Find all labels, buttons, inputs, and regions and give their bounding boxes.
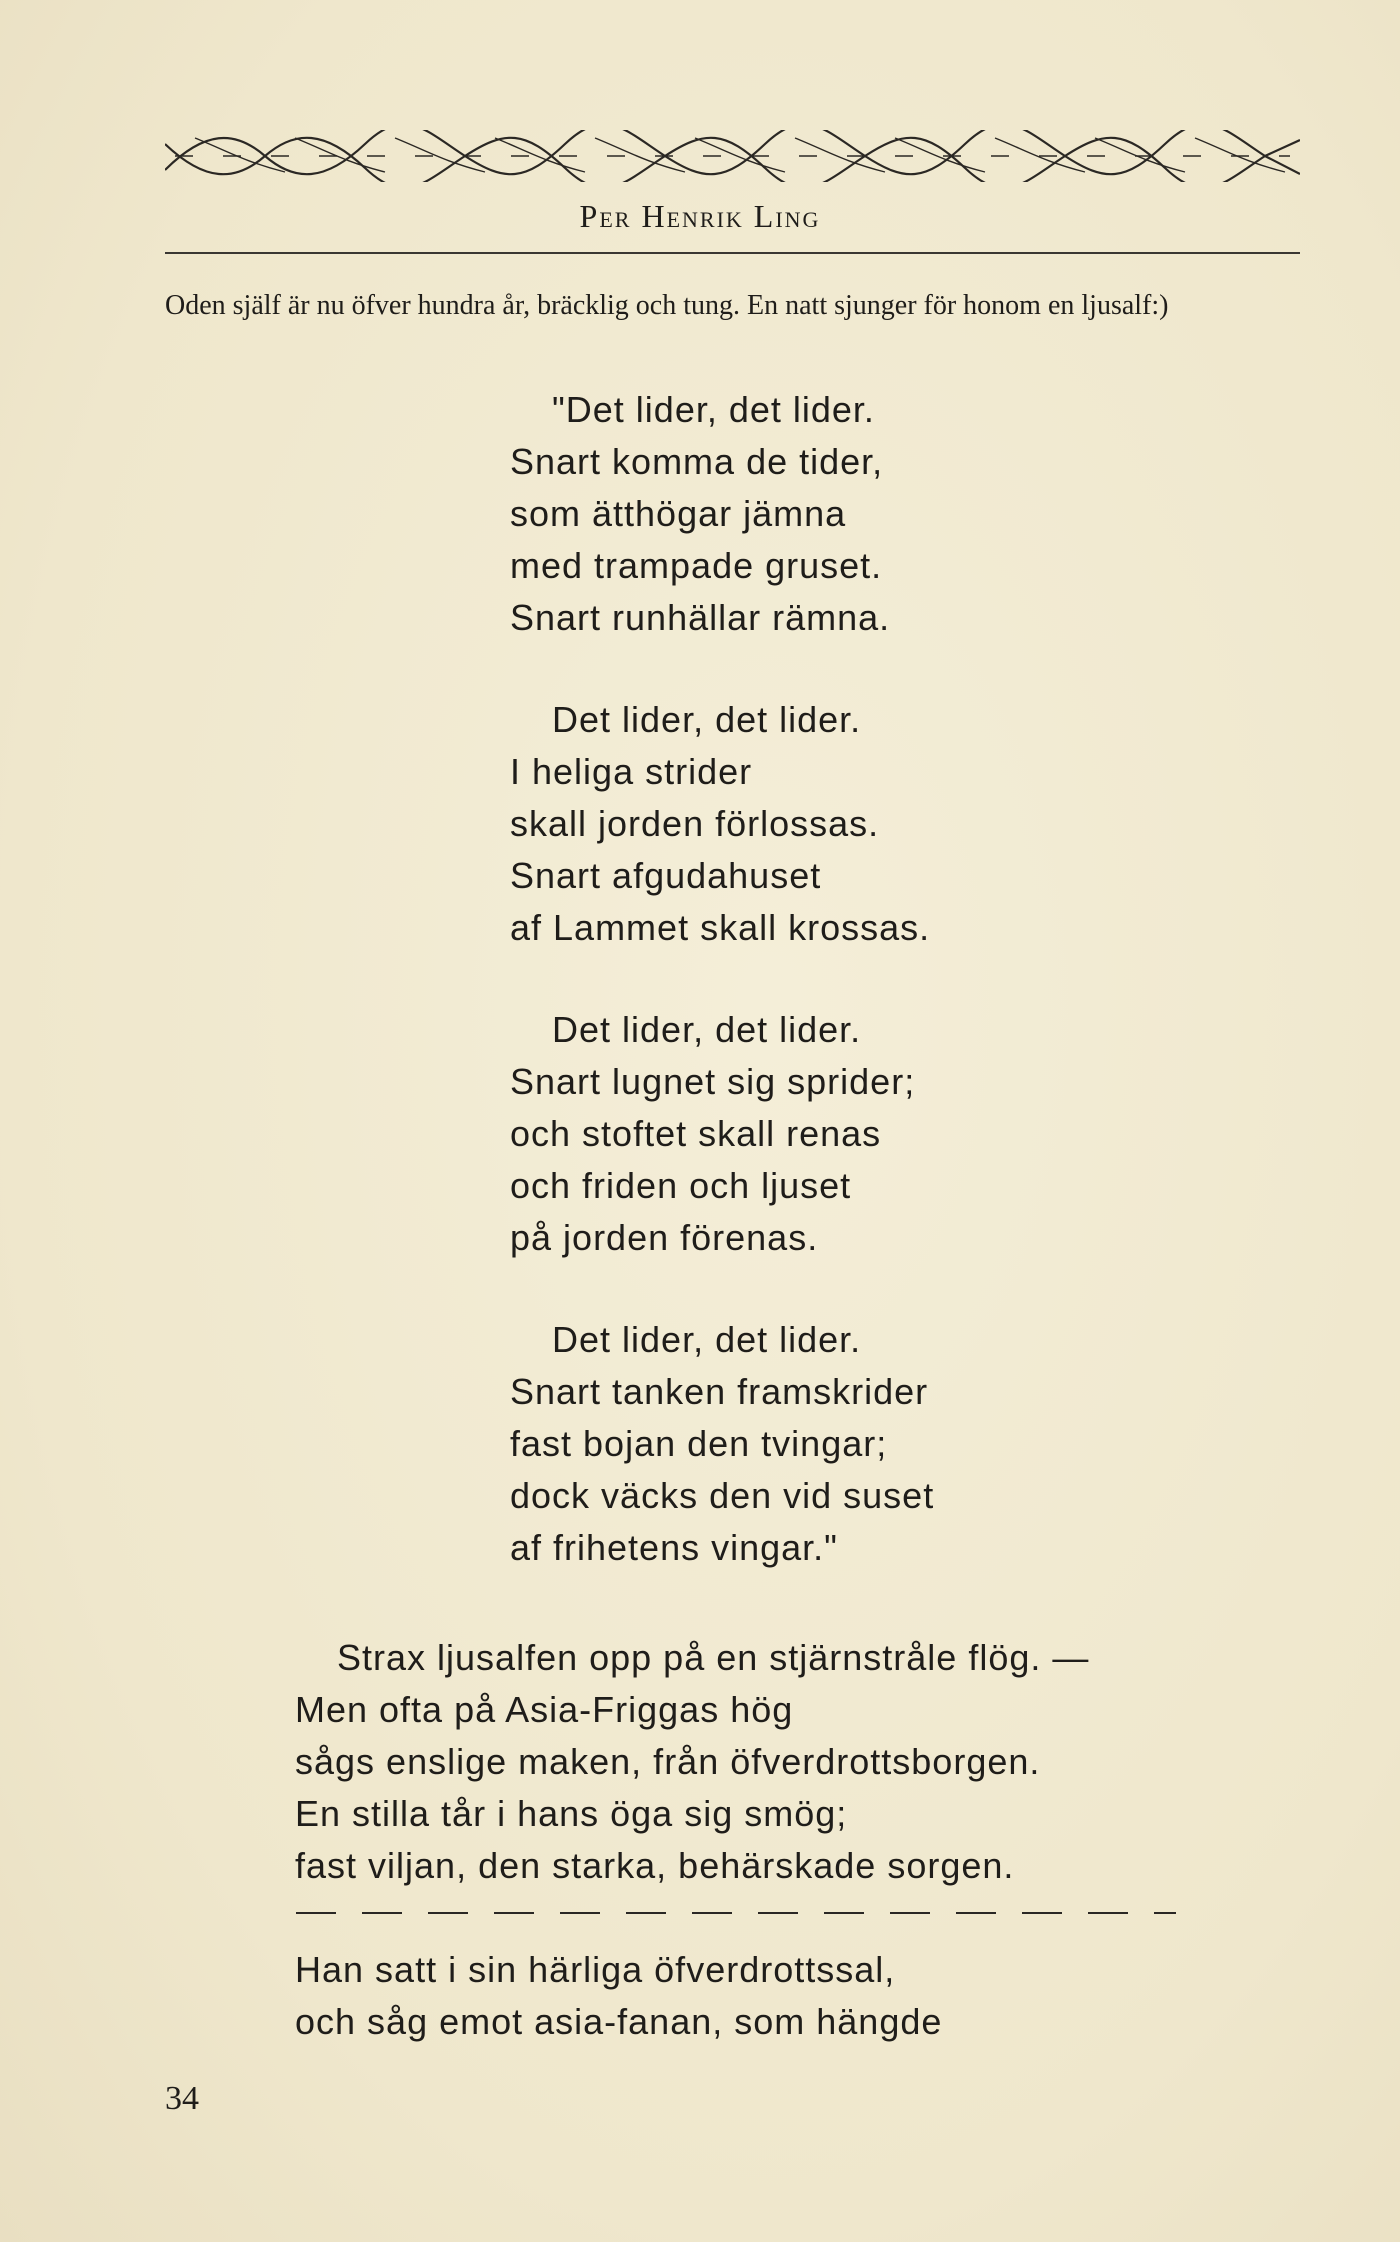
poem-line: Snart lugnet sig sprider; xyxy=(510,1061,916,1102)
poem-line: af frihetens vingar." xyxy=(510,1527,838,1568)
poem-line: Det lider, det lider. xyxy=(552,699,862,740)
stanza-4 xyxy=(510,1314,934,1574)
header-rule xyxy=(165,252,1300,254)
narrative-line: fast viljan, den starka, behärskade sorgen. xyxy=(295,1845,1015,1886)
poem-line: I heliga strider xyxy=(510,751,753,792)
narrative-line: Men ofta på Asia-Friggas hög xyxy=(295,1689,794,1730)
continuation-stanza xyxy=(295,1944,942,2048)
poem-line: af Lammet skall krossas. xyxy=(510,907,931,948)
poem-line: på jorden förenas. xyxy=(510,1217,819,1258)
narrative-line: Strax ljusalfen opp på en stjärnstråle flög. — xyxy=(337,1637,1090,1678)
stanza-3 xyxy=(510,1004,934,1264)
poem xyxy=(510,384,934,1624)
poem-line: med trampade gruset. xyxy=(510,545,883,586)
narrative-line: sågs enslige maken, från öfverdrottsborgen. xyxy=(295,1741,1041,1782)
section-divider xyxy=(296,1912,1176,1914)
poem-line: skall jorden förlossas. xyxy=(510,803,880,844)
poem-line: och stoftet skall renas xyxy=(510,1113,882,1154)
poem-line: Snart afgudahuset xyxy=(510,855,822,896)
stanza-2 xyxy=(510,694,934,954)
interlace-ornament xyxy=(165,130,1300,182)
poem-line: "Det lider, det lider. xyxy=(552,389,875,430)
poem-line: Snart tanken framskrider xyxy=(510,1371,929,1412)
poem-line: dock väcks den vid suset xyxy=(510,1475,935,1516)
stanza-1 xyxy=(510,384,934,644)
poem-line: Snart komma de tider, xyxy=(510,441,884,482)
poem-line: som ätthögar jämna xyxy=(510,493,847,534)
poem-line: fast bojan den tvingar; xyxy=(510,1423,888,1464)
poem-line: Det lider, det lider. xyxy=(552,1319,862,1360)
narrative-stanza xyxy=(295,1632,1089,1892)
poem-line: och friden och ljuset xyxy=(510,1165,852,1206)
continuation-line: Han satt i sin härliga öfverdrottssal, xyxy=(295,1949,896,1990)
poem-line: Det lider, det lider. xyxy=(552,1009,862,1050)
poem-line: Snart runhällar rämna. xyxy=(510,597,891,638)
continuation-line: och såg emot asia-fanan, som hängde xyxy=(295,2001,943,2042)
prose-paragraph: Oden själf är nu öfver hundra år, bräcklig och tung. En natt sjunger för honom en ljusalf:) xyxy=(165,290,1169,321)
running-head: Per Henrik Ling xyxy=(579,198,821,234)
page-number: 34 xyxy=(165,2080,199,2117)
narrative-line: En stilla tår i hans öga sig smög; xyxy=(295,1793,848,1834)
